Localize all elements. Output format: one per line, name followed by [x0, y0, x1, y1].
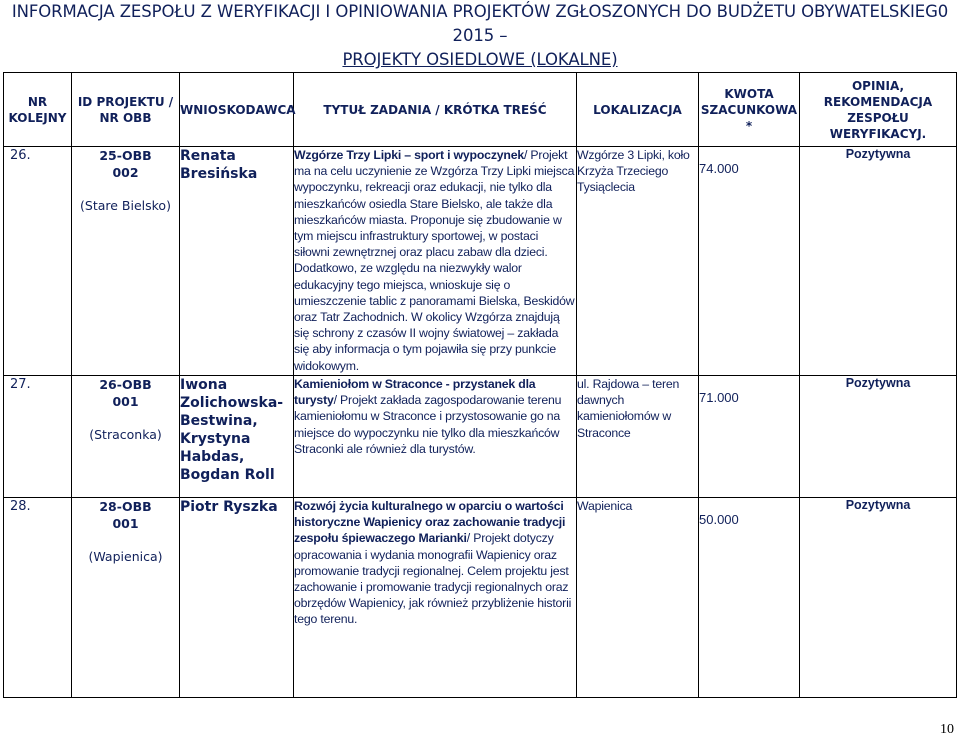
project-code: 26-OBB	[99, 377, 152, 392]
project-district: (Straconka)	[89, 427, 162, 442]
project-id	[72, 147, 180, 376]
col-header-nr: NR KOLEJNY	[4, 73, 72, 147]
project-district: (Stare Bielsko)	[80, 198, 171, 213]
project-location: Wzgórze 3 Lipki, koło Krzyża Trzeciego Tysiąclecia	[577, 147, 699, 376]
col-header-amount: KWOTA SZACUNKOWA *	[699, 73, 800, 147]
project-location: ul. Rajdowa – teren dawnych kamieniołomów w Straconce	[577, 376, 699, 498]
project-description: / Projekt zakłada zagospodarowanie terenu kamieniołomu w Straconce i przystosowanie go na miejsce do wypoczynku nie tylko dla mieszkańców Straconki ale również dla turystów.	[294, 393, 562, 456]
project-id	[72, 376, 180, 498]
projects-table	[3, 72, 957, 698]
project-amount	[699, 376, 800, 498]
amount-value: 74.000	[699, 161, 739, 176]
project-district: (Wapienica)	[88, 549, 163, 564]
project-description: / Projekt ma na celu uczynienie ze Wzgórza Trzy Lipki miejsca wypoczynku, rekreacji oraz edukacji, nie tylko dla mieszkańców osiedla Stare Bielsko, ale także dla mieszkańców miasta. Proponuje się zbudowanie w tym miejscu infrastruktury sportowej, w postaci siłowni zewnętrznej oraz placu zabaw dla dzieci. Dodatkowo, ze względu na niezwykły walor edukacyjny tego miejsca, wnioskuje się o umieszczenie tablic z panoramami Bielska, Beskidów oraz Tatr Zachodnich. W okolicy Wzgórza znajdują się schrony z czasów II wojny światowej – zakłada się aby informacja o tym pojawiła się przy punkcie widokowym.	[294, 148, 575, 373]
row-number: 27.	[4, 376, 72, 498]
project-title	[294, 376, 577, 498]
project-description: / Projekt dotyczy opracowania i wydania monografii Wapienicy oraz promowanie tradycji regionalnej. Celem projektu jest zachowanie i promowanie tradycji regionalnych oraz obrzędów Wapienicy, jak również przybliżenie historii tego terenu.	[294, 531, 572, 627]
project-title-bold: Rozwój życia kulturalnego w oparciu o wartości historyczne Wapienicy oraz zachowanie tradycji zespołu śpiewaczego Marianki	[294, 499, 566, 546]
project-opinion: Pozytywna	[800, 147, 957, 376]
project-code: 28-OBB	[99, 499, 152, 514]
project-title-bold: Kamieniołom w Straconce - przystanek dla turysty	[294, 377, 536, 408]
applicant: Piotr Ryszka	[180, 498, 294, 698]
document-header	[0, 0, 960, 72]
col-header-location: LOKALIZACJA	[577, 73, 699, 147]
project-title-bold: Wzgórze Trzy Lipki – sport i wypoczynek	[294, 148, 524, 162]
amount-value: 50.000	[699, 512, 739, 527]
project-opinion: Pozytywna	[800, 498, 957, 698]
project-amount	[699, 147, 800, 376]
table-row	[4, 498, 957, 698]
amount-value: 71.000	[699, 390, 739, 405]
col-header-id: ID PROJEKTU / NR OBB	[72, 73, 180, 147]
header-line-1: INFORMACJA ZESPOŁU Z WERYFIKACJI I OPINIOWANIA PROJEKTÓW ZGŁOSZONYCH DO BUDŻETU OBYWATELSKIEG0 2015 –	[11, 2, 949, 45]
project-subcode: 001	[112, 394, 139, 409]
row-number: 26.	[4, 147, 72, 376]
project-amount	[699, 498, 800, 698]
project-title	[294, 147, 577, 376]
col-header-applicant: WNIOSKODAWCA	[180, 73, 294, 147]
table-row	[4, 147, 957, 376]
project-subcode: 001	[112, 516, 139, 531]
header-row	[4, 73, 957, 147]
col-header-title: TYTUŁ ZADANIA / KRÓTKA TREŚĆ	[294, 73, 577, 147]
project-code: 25-OBB	[99, 148, 152, 163]
project-subcode: 002	[112, 165, 139, 180]
page-number: 10	[940, 722, 954, 737]
applicant: Iwona Zolichowska-Bestwina, Krystyna Habdas, Bogdan Roll	[180, 376, 294, 498]
applicant: Renata Bresińska	[180, 147, 294, 376]
row-number: 28.	[4, 498, 72, 698]
table-row	[4, 376, 957, 498]
project-opinion: Pozytywna	[800, 376, 957, 498]
project-id	[72, 498, 180, 698]
header-line-2: PROJEKTY OSIEDLOWE (LOKALNE)	[342, 50, 618, 69]
project-title	[294, 498, 577, 698]
project-location: Wapienica	[577, 498, 699, 698]
col-header-opinion: OPINIA, REKOMENDACJA ZESPOŁU WERYFIKACYJ.	[800, 73, 957, 147]
